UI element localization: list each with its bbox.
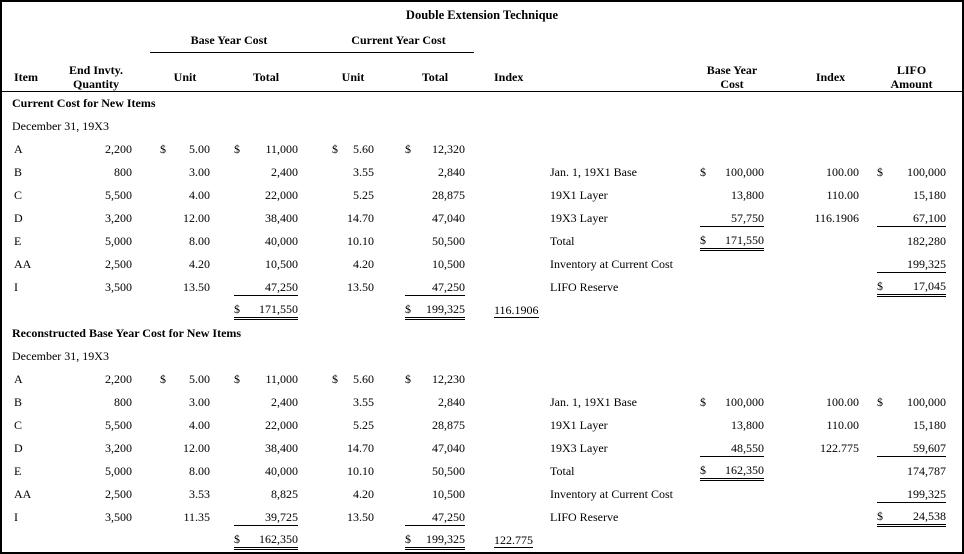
cell-idxl (492, 303, 544, 318)
section-heading: Reconstructed Base Year Cost for New Items (12, 326, 242, 340)
cell-ct (405, 142, 465, 157)
data-row (2, 230, 962, 253)
dollar-sign: $ (405, 301, 411, 316)
cell-desc: Total (550, 464, 575, 478)
cell-value: 3.00 (189, 395, 210, 409)
cell-value: 199,325 (426, 301, 465, 316)
cell-lifo (877, 165, 946, 180)
cell-bt (234, 165, 298, 180)
cell-ct (405, 257, 465, 272)
cell-value: 38,400 (265, 211, 298, 225)
cell-value: 38,400 (265, 441, 298, 455)
cell-value: 24,538 (913, 508, 946, 523)
dollar-sign: $ (332, 142, 338, 156)
cell-bt (234, 532, 298, 550)
cell-ct (405, 372, 465, 387)
cell-ct (405, 211, 465, 226)
dollar-sign: $ (160, 142, 166, 156)
cell-bu (160, 211, 210, 226)
cell-ct (405, 165, 465, 180)
data-row (2, 414, 962, 437)
cell-cu (332, 372, 374, 387)
cell-cu (332, 418, 374, 433)
cell-item: AA (14, 257, 32, 271)
data-row (2, 460, 962, 483)
cell-byr (700, 441, 764, 457)
cell-bt (234, 510, 298, 526)
col-header-item: Item (14, 70, 38, 84)
col-header-quantity (60, 63, 132, 91)
cell-cu (332, 441, 374, 456)
cell-bu (160, 395, 210, 410)
cell-byr (700, 188, 764, 203)
cell-idxr: 116.1906 (814, 211, 859, 225)
cell-desc: Inventory at Current Cost (550, 257, 673, 271)
cell-bu (160, 464, 210, 479)
cell-ct (405, 395, 465, 410)
col-header-base-year-cost-line1: Base Year (706, 63, 758, 77)
cell-value: 3.53 (189, 487, 210, 501)
cell-bt (234, 234, 298, 249)
group-header-base-year-cost: Base Year Cost (190, 33, 268, 47)
cell-value: 5.25 (353, 188, 374, 202)
data-row (2, 437, 962, 460)
col-header-lifo-amount (877, 63, 946, 91)
cell-byr (700, 165, 764, 180)
cell-bt (234, 142, 298, 157)
cell-bt (234, 211, 298, 226)
table-body (2, 92, 962, 552)
data-row (2, 276, 962, 299)
cell-lifo (877, 188, 946, 203)
cell-lifo (877, 234, 946, 249)
cell-value: 47,250 (432, 279, 465, 294)
cell-item: AA (14, 487, 32, 501)
cell-value: 122.775 (494, 533, 533, 547)
cell-idxr: 110.00 (826, 418, 859, 432)
data-row (2, 529, 962, 552)
cell-value: 4.20 (189, 257, 210, 271)
cell-value: 100,000 (907, 165, 946, 179)
cell-bu (160, 165, 210, 180)
cell-value: 5.25 (353, 418, 374, 432)
cell-cu (332, 188, 374, 203)
page-title: Double Extension Technique (405, 8, 559, 22)
cell-bu (160, 142, 210, 157)
col-header-quantity-line2: Quantity (72, 77, 119, 91)
cell-value: 3.55 (353, 165, 374, 179)
data-row (2, 391, 962, 414)
cell-value: 8,825 (271, 487, 298, 501)
cell-item: E (14, 234, 22, 248)
cell-value: 67,100 (913, 210, 946, 225)
cell-bu (160, 510, 210, 525)
cell-idxr: 110.00 (826, 188, 859, 202)
cell-value: 3.00 (189, 165, 210, 179)
cell-qty: 5,000 (105, 464, 132, 478)
section-heading-row (2, 322, 962, 345)
cell-lifo (877, 441, 946, 457)
section-heading: Current Cost for New Items (12, 96, 156, 110)
cell-value: 47,040 (432, 441, 465, 455)
col-header-base-total: Total (252, 70, 280, 84)
cell-value: 4.20 (353, 257, 374, 271)
cell-cu (332, 510, 374, 525)
dollar-sign: $ (700, 462, 706, 477)
cell-desc: 19X1 Layer (550, 188, 608, 202)
cell-cu (332, 487, 374, 502)
dollar-sign: $ (405, 142, 411, 156)
cell-value: 10,500 (432, 487, 465, 501)
cell-item: I (14, 280, 18, 294)
cell-value: 171,550 (259, 301, 298, 316)
cell-value: 13.50 (347, 510, 374, 524)
cell-qty: 5,000 (105, 234, 132, 248)
data-row (2, 299, 962, 322)
cell-value: 4.20 (353, 487, 374, 501)
cell-desc: 19X3 Layer (550, 211, 608, 225)
cell-cu (332, 395, 374, 410)
cell-value: 17,045 (913, 278, 946, 293)
cell-lifo (877, 487, 946, 503)
section-heading-row (2, 92, 962, 115)
cell-cu (332, 165, 374, 180)
dollar-sign: $ (405, 531, 411, 546)
cell-byr (700, 395, 764, 410)
cell-value: 14.70 (347, 441, 374, 455)
cell-item: C (14, 188, 23, 202)
dollar-sign: $ (160, 372, 166, 386)
cell-value: 13,800 (731, 188, 764, 202)
cell-value: 48,550 (731, 440, 764, 455)
cell-value: 4.00 (189, 188, 210, 202)
cell-bt (234, 257, 298, 272)
col-header-index-right: Index (815, 70, 846, 84)
cell-bu (160, 280, 210, 295)
cell-value: 22,000 (265, 418, 298, 432)
cell-bu (160, 487, 210, 502)
cell-bu (160, 257, 210, 272)
column-header-row (2, 63, 964, 91)
cell-bu (160, 188, 210, 203)
cell-ct (405, 418, 465, 433)
dollar-sign: $ (877, 165, 883, 179)
cell-ct (405, 487, 465, 502)
cell-bt (234, 487, 298, 502)
cell-value: 4.00 (189, 418, 210, 432)
data-row (2, 483, 962, 506)
dollar-sign: $ (234, 531, 240, 546)
col-header-quantity-line1: End Invty. (68, 63, 124, 77)
col-header-lifo-line2: Amount (890, 77, 933, 91)
col-header-lifo-line1: LIFO (896, 63, 927, 77)
data-row (2, 368, 962, 391)
cell-value: 100,000 (725, 395, 764, 409)
cell-desc: Jan. 1, 19X1 Base (550, 165, 637, 179)
data-row (2, 138, 962, 161)
cell-bt (234, 418, 298, 433)
cell-lifo (877, 509, 946, 527)
cell-value: 47,250 (432, 509, 465, 524)
cell-value: 40,000 (265, 464, 298, 478)
cell-qty: 2,200 (105, 142, 132, 156)
dollar-sign: $ (234, 372, 240, 386)
data-row (2, 184, 962, 207)
cell-qty: 3,200 (105, 211, 132, 225)
cell-bt (234, 395, 298, 410)
cell-value: 100,000 (725, 165, 764, 179)
cell-item: A (14, 372, 23, 386)
cell-value: 199,325 (907, 256, 946, 271)
cell-desc: LIFO Reserve (550, 510, 619, 524)
dollar-sign: $ (405, 372, 411, 386)
cell-lifo (877, 257, 946, 273)
cell-value: 50,500 (432, 234, 465, 248)
cell-value: 28,875 (432, 188, 465, 202)
col-header-current-total: Total (421, 70, 449, 84)
cell-desc: Jan. 1, 19X1 Base (550, 395, 637, 409)
section-date-row (2, 115, 962, 138)
data-row (2, 253, 962, 276)
cell-cu (332, 211, 374, 226)
cell-qty: 800 (114, 165, 132, 179)
cell-item: C (14, 418, 23, 432)
cell-value: 2,400 (271, 165, 298, 179)
cell-value: 12,230 (432, 372, 465, 386)
cell-bt (234, 372, 298, 387)
cell-value: 14.70 (347, 211, 374, 225)
cell-value: 2,840 (438, 395, 465, 409)
cell-lifo (877, 211, 946, 227)
cell-desc: LIFO Reserve (550, 280, 619, 294)
cell-bt (234, 302, 298, 320)
cell-value: 10.10 (347, 464, 374, 478)
cell-cu (332, 280, 374, 295)
cell-item: I (14, 510, 18, 524)
dollar-sign: $ (700, 165, 706, 179)
cell-value: 10,500 (265, 257, 298, 271)
cell-value: 13.50 (183, 280, 210, 294)
cell-value: 199,325 (907, 486, 946, 501)
cell-item: D (14, 211, 23, 225)
group-header-rule (150, 52, 474, 53)
cell-value: 57,750 (731, 210, 764, 225)
table-header (2, 2, 962, 92)
cell-value: 12.00 (183, 211, 210, 225)
cell-ct (405, 510, 465, 526)
cell-ct (405, 280, 465, 296)
dollar-sign: $ (877, 508, 883, 523)
cell-value: 5.00 (189, 372, 210, 386)
cell-value: 11,000 (265, 142, 298, 156)
dollar-sign: $ (877, 278, 883, 293)
col-header-current-unit: Unit (341, 70, 365, 84)
section-date: December 31, 19X3 (12, 349, 109, 363)
cell-ct (405, 302, 465, 320)
cell-item: D (14, 441, 23, 455)
cell-bt (234, 188, 298, 203)
cell-qty: 3,500 (105, 510, 132, 524)
cell-value: 40,000 (265, 234, 298, 248)
cell-bu (160, 372, 210, 387)
cell-bt (234, 464, 298, 479)
cell-value: 8.00 (189, 464, 210, 478)
cell-value: 174,787 (907, 464, 946, 478)
cell-value: 2,840 (438, 165, 465, 179)
cell-value: 100,000 (907, 395, 946, 409)
col-header-base-year-cost-line2: Cost (720, 77, 744, 91)
cell-value: 3.55 (353, 395, 374, 409)
cell-qty: 3,200 (105, 441, 132, 455)
cell-qty: 2,500 (105, 487, 132, 501)
cell-ct (405, 532, 465, 550)
cell-cu (332, 234, 374, 249)
cell-value: 162,350 (725, 462, 764, 477)
cell-value: 199,325 (426, 531, 465, 546)
col-header-base-unit: Unit (173, 70, 197, 84)
cell-desc: Inventory at Current Cost (550, 487, 673, 501)
cell-ct (405, 188, 465, 203)
cell-value: 50,500 (432, 464, 465, 478)
cell-value: 47,250 (265, 279, 298, 294)
cell-value: 13.50 (347, 280, 374, 294)
cell-value: 116.1906 (494, 303, 539, 317)
cell-value: 162,350 (259, 531, 298, 546)
cell-value: 12.00 (183, 441, 210, 455)
cell-ct (405, 441, 465, 456)
cell-value: 11,000 (265, 372, 298, 386)
cell-value: 5.60 (353, 372, 374, 386)
cell-value: 15,180 (913, 418, 946, 432)
cell-bu (160, 234, 210, 249)
cell-bu (160, 441, 210, 456)
cell-cu (332, 464, 374, 479)
cell-item: A (14, 142, 23, 156)
cell-lifo (877, 395, 946, 410)
cell-lifo (877, 418, 946, 433)
dollar-sign: $ (234, 142, 240, 156)
cell-bt (234, 280, 298, 296)
cell-value: 10.10 (347, 234, 374, 248)
cell-value: 2,400 (271, 395, 298, 409)
cell-value: 171,550 (725, 232, 764, 247)
cell-bu (160, 418, 210, 433)
cell-qty: 2,200 (105, 372, 132, 386)
dollar-sign: $ (877, 395, 883, 409)
cell-item: E (14, 464, 22, 478)
cell-bt (234, 441, 298, 456)
cell-qty: 3,500 (105, 280, 132, 294)
cell-idxr: 100.00 (826, 165, 859, 179)
worksheet-section (2, 322, 962, 552)
cell-value: 22,000 (265, 188, 298, 202)
cell-desc: Total (550, 234, 575, 248)
section-date: December 31, 19X3 (12, 119, 109, 133)
cell-cu (332, 257, 374, 272)
cell-byr (700, 463, 764, 481)
section-date-row (2, 345, 962, 368)
cell-lifo (877, 464, 946, 479)
cell-idxr: 122.775 (820, 441, 859, 455)
worksheet-section (2, 92, 962, 322)
dollar-sign: $ (234, 301, 240, 316)
cell-value: 28,875 (432, 418, 465, 432)
dollar-sign: $ (332, 372, 338, 386)
data-row (2, 506, 962, 529)
cell-byr (700, 418, 764, 433)
cell-value: 12,320 (432, 142, 465, 156)
cell-lifo (877, 279, 946, 297)
cell-value: 8.00 (189, 234, 210, 248)
cell-qty: 800 (114, 395, 132, 409)
cell-value: 5.60 (353, 142, 374, 156)
cell-value: 15,180 (913, 188, 946, 202)
group-header-current-year-cost: Current Year Cost (351, 33, 446, 47)
cell-item: B (14, 165, 23, 179)
cell-desc: 19X3 Layer (550, 441, 608, 455)
dollar-sign: $ (700, 395, 706, 409)
cell-value: 47,040 (432, 211, 465, 225)
cell-qty: 5,500 (105, 188, 132, 202)
data-row (2, 207, 962, 230)
cell-value: 13,800 (731, 418, 764, 432)
cell-ct (405, 234, 465, 249)
col-header-base-year-cost (700, 63, 764, 91)
cell-desc: 19X1 Layer (550, 418, 608, 432)
cell-value: 5.00 (189, 142, 210, 156)
col-header-index: Index (494, 70, 524, 84)
cell-value: 59,607 (913, 440, 946, 455)
cell-item: B (14, 395, 23, 409)
cell-idxl (492, 533, 544, 548)
cell-cu (332, 142, 374, 157)
cell-value: 182,280 (907, 234, 946, 248)
cell-qty: 5,500 (105, 418, 132, 432)
cell-idxr: 100.00 (826, 395, 859, 409)
cell-value: 11.35 (183, 510, 210, 524)
cell-value: 10,500 (432, 257, 465, 271)
dollar-sign: $ (700, 232, 706, 247)
data-row (2, 161, 962, 184)
cell-ct (405, 464, 465, 479)
cell-byr (700, 233, 764, 251)
cell-value: 39,725 (265, 509, 298, 524)
cell-qty: 2,500 (105, 257, 132, 271)
cell-byr (700, 211, 764, 227)
